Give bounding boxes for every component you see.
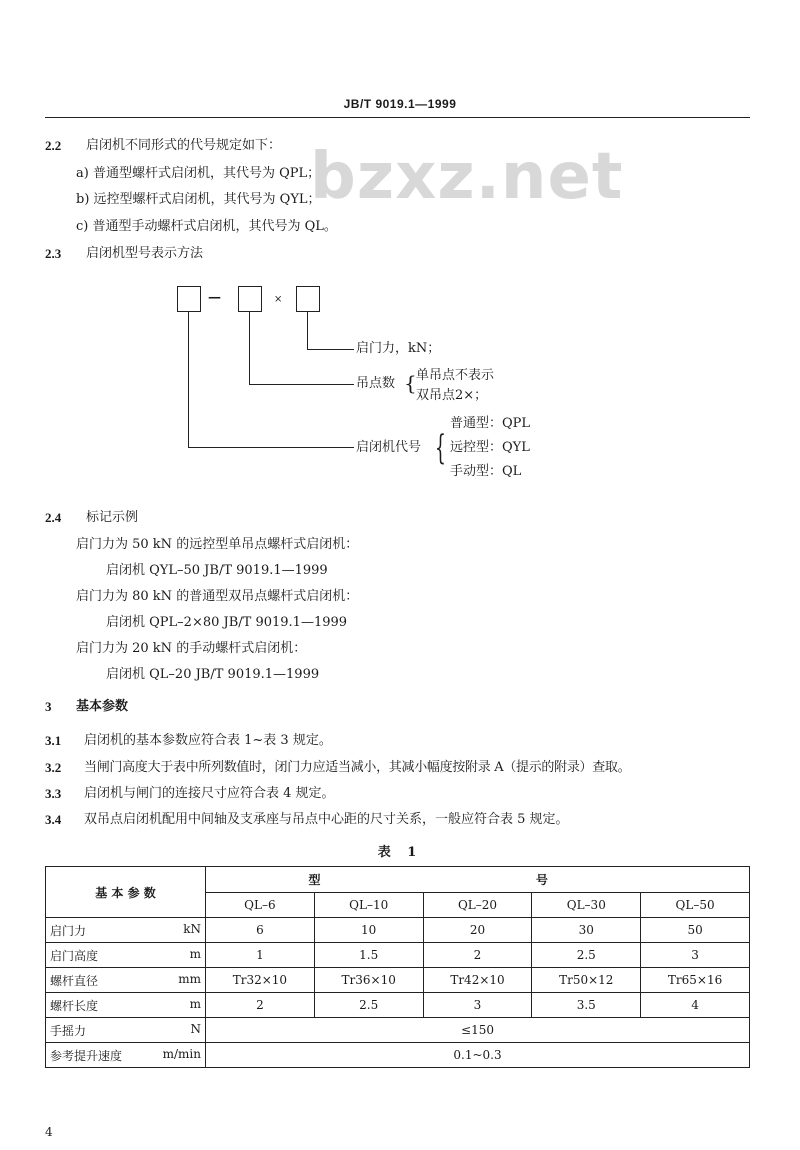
table-row [46,918,750,943]
table-cell: 1.5 [314,943,423,968]
section-2-2-title: 启闭机不同形式的代号规定如下： [86,138,282,153]
header-standard: JB/T 9019.1—1999 [343,97,457,111]
table-cell: 2 [206,993,315,1018]
table-row [46,943,750,968]
section-3-title: 基本参数 [76,699,129,714]
clause-text: 启闭机的基本参数应符合表 1~表 3 规定。 [84,733,332,748]
brace-icon: { [404,371,417,395]
param-header: 基 本 参 数 [46,867,206,918]
header-rule [45,117,750,118]
clause-text: 启闭机与闸门的连接尺寸应符合表 4 规定。 [84,786,335,801]
group-header-left: 型 [206,867,424,893]
section-2-3-title: 启闭机型号表示方法 [86,246,204,261]
row-unit: m [189,946,201,961]
model-header: QL–20 [423,892,532,918]
clause-text: 双吊点启闭机配用中间轴及支承座与吊点中心距的尺寸关系，一般应符合表 5 规定。 [84,812,569,827]
table-cell: ≤150 [206,1018,750,1043]
row-name: 启门高度 [50,948,99,963]
table-cell: 3 [423,993,532,1018]
table-row [46,968,750,993]
type-label: 普通型：QPL [450,416,531,431]
table-row [46,993,750,1018]
table-cell: 3.5 [532,993,641,1018]
clause-number: 3.2 [45,760,62,775]
row-name: 启门力 [50,923,87,938]
example-desc: 启门力为 80 kN 的普通型双吊点螺杆式启闭机： [76,589,359,604]
code-box [177,286,201,312]
dash-sign: — [208,290,221,305]
table-cell: 2 [423,943,532,968]
table-cell: Tr50×12 [532,968,641,993]
parameter-table [45,866,750,1068]
row-name: 手摇力 [50,1023,87,1038]
type-label: 远控型：QYL [450,440,530,455]
row-unit: kN [183,921,201,936]
table-cell: 20 [423,918,532,943]
table-cell: Tr36×10 [314,968,423,993]
table-cell: 6 [206,918,315,943]
table-cell: 2.5 [314,993,423,1018]
points-label: 吊点数 [356,376,396,391]
section-2-3-number: 2.3 [45,246,62,261]
table-caption: 表 1 [377,845,423,860]
brace-icon: { [435,428,446,468]
row-unit: m [189,996,201,1011]
row-name: 螺杆直径 [50,973,99,988]
model-header: QL–6 [206,892,315,918]
row-name: 螺杆长度 [50,998,99,1013]
table-cell: 10 [314,918,423,943]
table-cell: 0.1~0.3 [206,1043,750,1068]
table-cell: 50 [641,918,750,943]
row-unit: mm [178,971,201,986]
row-unit: m/min [162,1046,201,1061]
model-header: QL–10 [314,892,423,918]
clause-number: 3.4 [45,812,62,827]
type-label: 手动型：QL [450,464,522,479]
watermark: bzxz.net [310,140,624,214]
model-header: QL–50 [641,892,750,918]
section-3-number: 3 [45,699,52,714]
table-cell: 1 [206,943,315,968]
clause-number: 3.1 [45,733,62,748]
force-label: 启门力，kN； [356,341,441,356]
page-number: 4 [45,1125,53,1139]
list-item: c) 普通型手动螺杆式启闭机，其代号为 QL。 [76,219,337,234]
points-box [238,286,262,312]
table-cell: 30 [532,918,641,943]
example-desc: 启门力为 50 kN 的远控型单吊点螺杆式启闭机： [76,537,359,552]
table-cell: 4 [641,993,750,1018]
section-2-2-number: 2.2 [45,138,62,153]
section-2-4-title: 标记示例 [86,510,139,525]
double-point-label: 双吊点2×； [416,388,488,403]
example-mark: 启闭机 QPL–2×80 JB/T 9019.1—1999 [106,615,348,630]
force-box [296,286,320,312]
group-header-right: 号 [532,867,750,893]
clause-text: 当闸门高度大于表中所列数值时，闭门力应适当减小，其减小幅度按附录 A（提示的附录）查取。 [84,760,631,775]
row-unit: N [190,1021,201,1036]
list-item: b) 远控型螺杆式启闭机，其代号为 QYL； [76,192,321,207]
table-cell: Tr65×16 [641,968,750,993]
table-cell: 2.5 [532,943,641,968]
example-desc: 启门力为 20 kN 的手动螺杆式启闭机： [76,641,307,656]
table-cell: Tr42×10 [423,968,532,993]
code-label: 启闭机代号 [356,440,422,455]
clause-number: 3.3 [45,786,62,801]
list-item: a) 普通型螺杆式启闭机，其代号为 QPL； [76,166,321,181]
table-row [46,1043,750,1068]
table-cell: 3 [641,943,750,968]
section-2-4-number: 2.4 [45,510,62,525]
single-point-label: 单吊点不表示 [416,368,495,383]
model-header: QL–30 [532,892,641,918]
table-row [46,1018,750,1043]
row-name: 参考提升速度 [50,1048,123,1063]
example-mark: 启闭机 QYL–50 JB/T 9019.1—1999 [106,563,328,578]
example-mark: 启闭机 QL–20 JB/T 9019.1—1999 [106,667,320,682]
table-cell: Tr32×10 [206,968,315,993]
times-sign: × [274,294,283,305]
